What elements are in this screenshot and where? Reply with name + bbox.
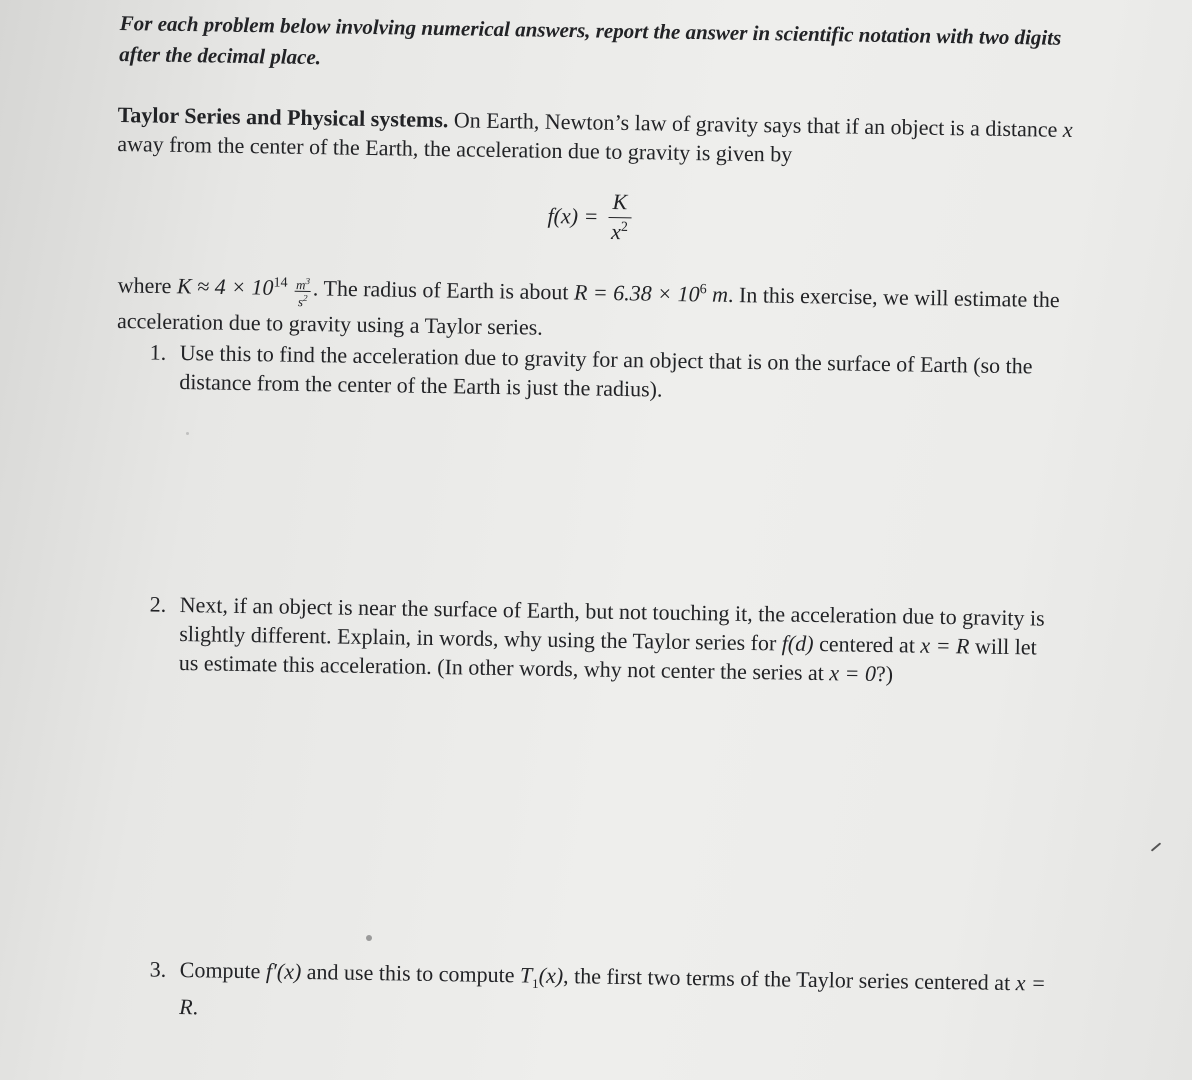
k-value: K ≈ 4 × 10 bbox=[176, 273, 274, 300]
section-text-a: On Earth, Newton’s law of gravity says that if an object is a distance bbox=[448, 107, 1064, 142]
r-value: R = 6.38 × 10 bbox=[573, 279, 700, 307]
question-3-math-b: $T_1(x)$ bbox=[519, 962, 564, 992]
question-1-text: Use this to find the acceleration due to gravity for an object that is on the surface of Earth (so the distance from the center of the Earth is just the radius). bbox=[179, 339, 1033, 402]
question-3-text-a: Compute bbox=[179, 956, 267, 984]
variable-x: x bbox=[1062, 116, 1073, 142]
equation-denominator: $x^2$ bbox=[610, 218, 629, 245]
gravity-equation bbox=[547, 188, 631, 245]
question-3-math-a: f′(x) bbox=[265, 958, 302, 984]
constants-paragraph bbox=[117, 266, 1093, 350]
k-unit: $\frac{m^3}{s^2}$ bbox=[295, 275, 311, 310]
r-unit: m bbox=[706, 281, 729, 307]
question-2-text-a: Next, if an object is near the surface of Earth, but not touching it, the acceleration due to gravity is slightly different. Explain, in words, why using the Taylor series for bbox=[179, 591, 1045, 656]
r-exponent: 6 bbox=[699, 282, 707, 298]
radius-text: . The radius of Earth is about bbox=[312, 275, 575, 305]
equation-numerator: K bbox=[608, 189, 631, 218]
where-text: where bbox=[117, 272, 178, 299]
paper-mark bbox=[1151, 842, 1161, 851]
question-1 bbox=[149, 338, 1050, 410]
k-exponent: 14 bbox=[273, 275, 288, 291]
question-3-text-b: and use this to compute bbox=[301, 958, 521, 988]
question-2-number: 2. bbox=[149, 591, 167, 617]
question-2 bbox=[149, 590, 1050, 691]
question-1-number: 1. bbox=[149, 339, 167, 365]
question-3-text-c: , the first two terms of the Taylor series centered at bbox=[562, 963, 1016, 996]
question-3-text-d: . bbox=[192, 994, 199, 1020]
question-2-math-a: f(d) bbox=[781, 630, 814, 656]
instructions-text: For each problem below involving numerical answers, report the answer in scientific notation with two digits after the decimal place. bbox=[119, 10, 1062, 70]
question-2-text-c: will let us estimate this acceleration. (In other words, why not center the series at bbox=[178, 633, 1037, 686]
section-text-b: away from the center of the Earth, the acceleration due to gravity is given by bbox=[117, 130, 793, 167]
paper-speck bbox=[186, 432, 189, 435]
question-3-math-c: x = R bbox=[178, 970, 1047, 1020]
equation-fraction bbox=[608, 189, 632, 245]
question-3 bbox=[149, 955, 1050, 1035]
question-3-number: 3. bbox=[149, 956, 167, 982]
section-heading: Taylor Series and Physical systems. bbox=[117, 101, 449, 133]
constants-end-text: . In this exercise, we will estimate the acceleration due to gravity using a Taylor series. bbox=[116, 281, 1060, 340]
question-2-math-c: x = 0 bbox=[829, 660, 877, 686]
paper-speck bbox=[366, 935, 372, 941]
equation-lhs: f(x) = bbox=[547, 202, 599, 229]
section-paragraph bbox=[117, 100, 1093, 173]
question-2-math-b: x = R bbox=[920, 632, 970, 659]
question-2-text-d: ?) bbox=[875, 660, 894, 687]
question-2-text-b: centered at bbox=[813, 630, 921, 658]
